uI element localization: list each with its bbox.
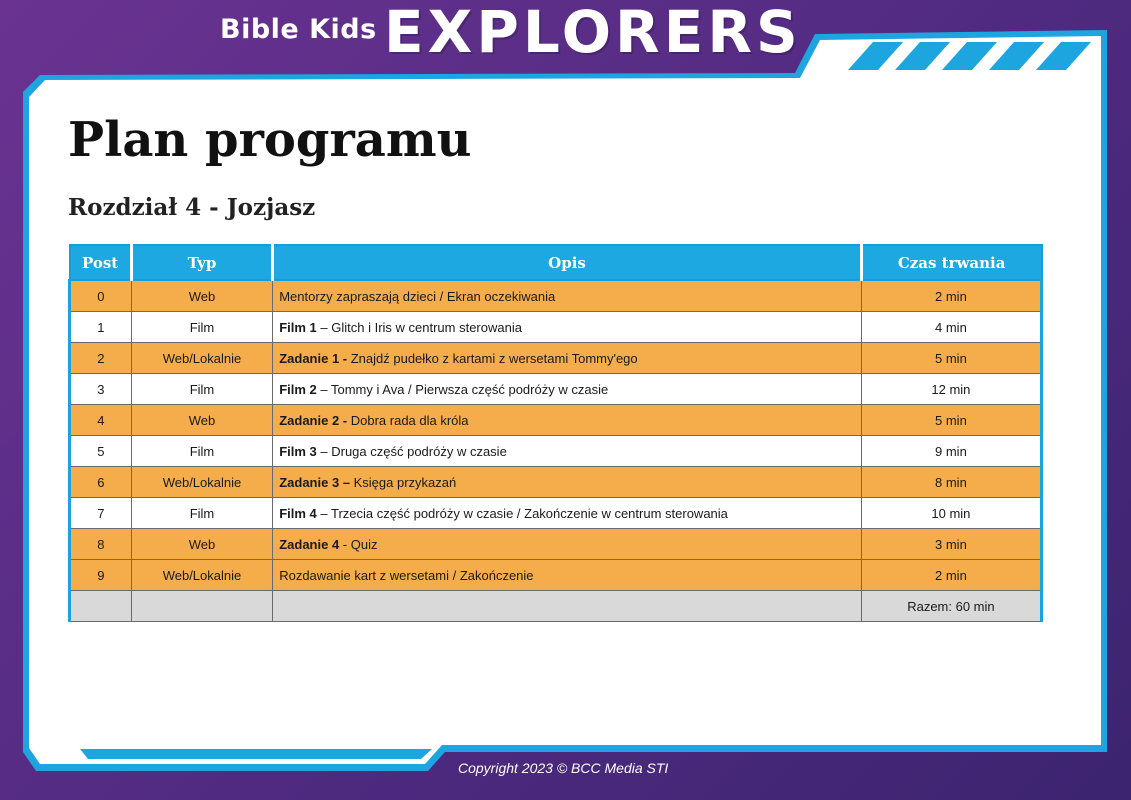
cell-opis (273, 560, 862, 591)
cell-post: 8 (70, 529, 132, 560)
cell-post: 4 (70, 405, 132, 436)
table-row (70, 343, 1042, 374)
table-row (70, 280, 1042, 312)
bottom-accent-bar (80, 749, 432, 759)
cell-post: 9 (70, 560, 132, 591)
page-subtitle: Rozdział 4 - Jozjasz (68, 194, 316, 221)
item-title: Film 2 (279, 381, 317, 397)
cell-typ: Web/Lokalnie (131, 467, 272, 498)
item-description: - Quiz (339, 536, 378, 552)
item-title: Zadanie 2 - (279, 412, 348, 428)
cell-empty (70, 591, 132, 622)
cell-opis (273, 498, 862, 529)
item-title: Zadanie 3 – (279, 474, 351, 490)
item-description: – Tommy i Ava / Pierwsza część podróży w czasie (316, 381, 609, 397)
item-description: Rozdawanie kart z wersetami / Zakończenie (279, 567, 534, 583)
cell-post: 2 (70, 343, 132, 374)
cell-czas: 10 min (861, 498, 1041, 529)
cell-czas: 2 min (861, 280, 1041, 312)
cell-opis (273, 436, 862, 467)
cell-post: 0 (70, 280, 132, 312)
table-row (70, 374, 1042, 405)
item-title: Film 4 (279, 505, 317, 521)
item-description: – Glitch i Iris w centrum sterowania (316, 319, 522, 335)
total-duration: Razem: 60 min (861, 591, 1041, 622)
cell-opis (273, 312, 862, 343)
table-row (70, 498, 1042, 529)
explorers-logo: EXPLORERS (384, 0, 802, 66)
item-description: Mentorzy zapraszają dzieci / Ekran oczekiwania (279, 288, 556, 304)
cell-post: 3 (70, 374, 132, 405)
table-row (70, 436, 1042, 467)
cell-czas: 8 min (861, 467, 1041, 498)
item-description: Dobra rada dla króla (347, 412, 469, 428)
cell-opis (273, 467, 862, 498)
cell-post: 1 (70, 312, 132, 343)
cell-opis (273, 529, 862, 560)
item-description: – Druga część podróży w czasie (316, 443, 507, 459)
col-header-post: Post (70, 245, 132, 280)
item-title: Film 1 (279, 319, 317, 335)
item-title: Zadanie 4 (279, 536, 340, 552)
cell-czas: 5 min (861, 343, 1041, 374)
cell-typ: Web/Lokalnie (131, 560, 272, 591)
bible-kids-logo: Bible Kids (220, 14, 377, 45)
cell-post: 6 (70, 467, 132, 498)
table-row (70, 312, 1042, 343)
cell-typ: Web (131, 529, 272, 560)
page-title: Plan programu (68, 112, 472, 168)
table-row (70, 529, 1042, 560)
cell-czas: 4 min (861, 312, 1041, 343)
cell-czas: 2 min (861, 560, 1041, 591)
cell-opis (273, 280, 862, 312)
cell-czas: 9 min (861, 436, 1041, 467)
col-header-typ: Typ (131, 245, 272, 280)
table-row (70, 405, 1042, 436)
cell-typ: Web/Lokalnie (131, 343, 272, 374)
cell-typ: Film (131, 436, 272, 467)
item-description: Księga przykazań (350, 474, 457, 490)
cell-typ: Web (131, 280, 272, 312)
cell-opis (273, 405, 862, 436)
cell-czas: 5 min (861, 405, 1041, 436)
total-row (70, 591, 1042, 622)
item-description: Znajdź pudełko z kartami z wersetami Tommy'ego (347, 350, 638, 366)
table-row (70, 467, 1042, 498)
col-header-czas: Czas trwania (861, 245, 1041, 280)
cell-czas: 12 min (861, 374, 1041, 405)
item-description: – Trzecia część podróży w czasie / Zakończenie w centrum sterowania (316, 505, 728, 521)
table-header-row (70, 245, 1042, 280)
cell-opis (273, 374, 862, 405)
col-header-opis: Opis (273, 245, 862, 280)
cell-opis (273, 343, 862, 374)
cell-typ: Film (131, 498, 272, 529)
cell-empty (131, 591, 272, 622)
cell-typ: Film (131, 312, 272, 343)
program-table (68, 244, 1043, 622)
cell-post: 7 (70, 498, 132, 529)
cell-post: 5 (70, 436, 132, 467)
cell-empty (273, 591, 862, 622)
item-title: Zadanie 1 - (279, 350, 348, 366)
item-title: Film 3 (279, 443, 317, 459)
cell-typ: Film (131, 374, 272, 405)
table-row (70, 560, 1042, 591)
cell-czas: 3 min (861, 529, 1041, 560)
copyright-footer: Copyright 2023 © BCC Media STI (458, 760, 669, 776)
cell-typ: Web (131, 405, 272, 436)
